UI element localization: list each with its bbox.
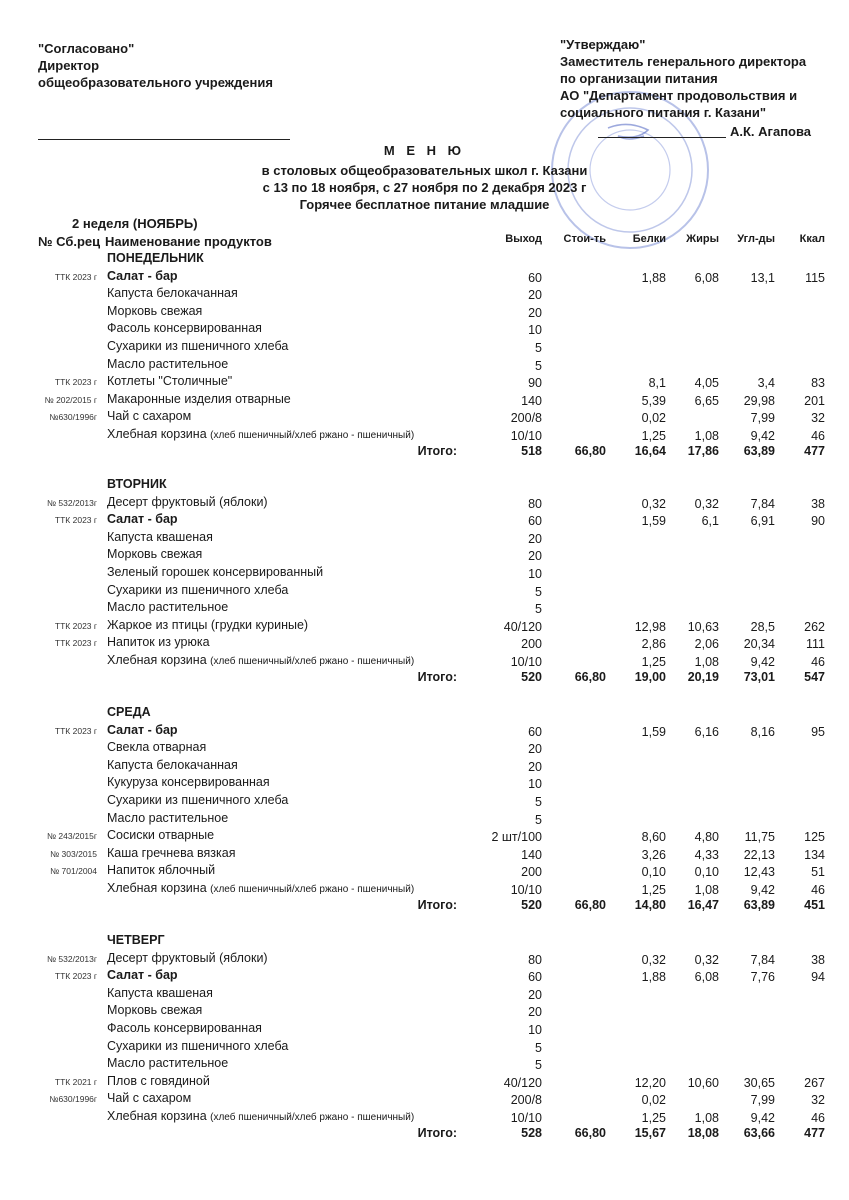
dish-yield: 60 <box>528 970 542 985</box>
dish-carbs: 13,1 <box>750 270 775 285</box>
dish-protein: 1,88 <box>641 270 666 285</box>
dish-protein: 0,02 <box>641 1093 666 1108</box>
menu-row <box>0 775 849 792</box>
dish-kcal: 262 <box>804 619 825 634</box>
dish-kcal: 46 <box>811 429 825 443</box>
dish-name: Морковь свежая <box>107 1003 203 1018</box>
total-carbs: 73,01 <box>743 669 775 684</box>
approval-right-line: Заместитель генерального директора <box>560 54 807 69</box>
total-cost: 66,80 <box>574 1125 606 1140</box>
col-bel: Белки <box>632 233 666 245</box>
recipe-ref: ТТК 2023 г <box>54 377 97 388</box>
dish-fat: 1,08 <box>694 1111 719 1125</box>
dish-name: Сосиски отварные <box>107 828 215 843</box>
dish-protein: 1,59 <box>641 724 666 739</box>
dish-name: Сухарики из пшеничного хлеба <box>107 1038 289 1053</box>
approval-right-line: АО "Департамент продовольствия и <box>560 88 798 103</box>
dish-yield: 20 <box>528 987 542 1002</box>
dish-kcal: 201 <box>804 393 825 408</box>
dish-name: Чай с сахаром <box>107 1091 192 1106</box>
col-kk: Ккал <box>799 233 825 245</box>
dish-yield: 80 <box>528 496 542 511</box>
dish-carbs: 30,65 <box>743 1075 775 1090</box>
total-protein: 15,67 <box>634 1125 666 1140</box>
menu-row <box>0 811 849 828</box>
signer-name: А.К. Агапова <box>730 124 812 139</box>
total-fat: 17,86 <box>687 443 719 458</box>
dish-carbs: 3,4 <box>757 376 775 391</box>
total-protein: 14,80 <box>634 897 666 912</box>
total-fat: 18,08 <box>687 1125 719 1140</box>
dish-carbs: 8,16 <box>750 724 775 739</box>
dish-kcal: 115 <box>805 270 825 285</box>
dish-kcal: 94 <box>811 970 825 985</box>
dish-name: Морковь свежая <box>107 303 203 318</box>
total-carbs: 63,89 <box>743 897 775 912</box>
basket-note: (хлеб пшеничный/хлеб ржано - пшеничный) <box>210 884 415 895</box>
col-name: Наименование продуктов <box>105 234 272 249</box>
total-yield: 528 <box>521 1125 542 1140</box>
dish-yield: 5 <box>535 1058 542 1073</box>
menu-row <box>0 1039 849 1056</box>
menu-row <box>0 339 849 356</box>
dish-kcal: 51 <box>811 865 825 880</box>
dish-name: Плов с говядиной <box>107 1073 210 1088</box>
recipe-ref: № 303/2015 <box>50 848 97 859</box>
menu-row <box>0 846 849 863</box>
dish-name: Хлебная корзина (хлеб пшеничный/хлеб ржано - пшеничный) <box>107 881 415 895</box>
basket-note: (хлеб пшеничный/хлеб ржано - пшеничный) <box>210 430 415 441</box>
total-label: Итого: <box>417 897 457 912</box>
day-name: ВТОРНИК <box>107 477 167 491</box>
col-ref: № Сб.рец <box>38 234 101 249</box>
dish-name: Фасоль консервированная <box>107 1021 262 1035</box>
dish-carbs: 7,76 <box>750 970 775 985</box>
recipe-ref: № 202/2015 г <box>44 394 97 405</box>
dish-yield: 5 <box>535 341 542 355</box>
dish-yield: 40/120 <box>503 1075 542 1090</box>
col-ugl: Угл-ды <box>737 233 775 245</box>
dish-kcal: 46 <box>811 883 825 897</box>
recipe-ref: ТТК 2023 г <box>54 620 97 631</box>
dish-carbs: 9,42 <box>750 1111 775 1125</box>
total-label: Итого: <box>417 669 457 684</box>
menu-row <box>0 968 849 985</box>
dish-kcal: 38 <box>811 952 825 967</box>
day-heading <box>0 705 849 722</box>
dish-yield: 20 <box>528 305 542 320</box>
total-yield: 520 <box>521 669 542 684</box>
menu-row <box>0 321 849 338</box>
day-heading <box>0 251 849 268</box>
dish-name: Котлеты "Столичные" <box>107 374 233 389</box>
menu-row <box>0 495 849 512</box>
total-cost: 66,80 <box>574 443 606 458</box>
dish-protein: 1,25 <box>641 655 666 669</box>
dish-name: Хлебная корзина (хлеб пшеничный/хлеб ржано - пшеничный) <box>107 427 415 441</box>
recipe-ref: ТТК 2023 г <box>54 638 97 649</box>
dish-name: Морковь свежая <box>107 547 203 562</box>
dish-fat: 1,08 <box>694 655 719 669</box>
recipe-ref: №630/1996г <box>49 1094 97 1105</box>
dish-carbs: 9,42 <box>750 655 775 669</box>
dish-name: Напиток из урюка <box>107 635 210 650</box>
total-fat: 20,19 <box>687 669 719 684</box>
dish-kcal: 32 <box>811 411 825 426</box>
dish-yield: 90 <box>528 376 542 391</box>
menu-row <box>0 392 849 409</box>
dish-name: Каша гречнева вязкая <box>107 845 236 860</box>
dish-protein: 0,32 <box>641 952 666 967</box>
day-heading <box>0 477 849 494</box>
dish-name: Салат - бар <box>107 968 178 983</box>
dish-kcal: 267 <box>804 1075 825 1090</box>
dish-kcal: 32 <box>811 1093 825 1108</box>
dish-protein: 1,88 <box>641 970 666 985</box>
menu-row <box>0 565 849 582</box>
total-protein: 16,64 <box>634 443 666 458</box>
dish-kcal: 90 <box>811 514 825 529</box>
dish-name: Сухарики из пшеничного хлеба <box>107 339 289 353</box>
signature-line-right <box>598 137 726 138</box>
recipe-ref: № 532/2013г <box>46 953 97 964</box>
approval-right-line: по организации питания <box>560 71 718 86</box>
dish-name: Зеленый горошек консервированный <box>107 565 324 579</box>
menu-row <box>0 1091 849 1108</box>
dish-protein: 1,25 <box>641 1111 666 1125</box>
dish-carbs: 7,84 <box>750 952 775 967</box>
menu-row <box>0 583 849 600</box>
dish-name: Масло растительное <box>107 356 229 371</box>
dish-yield: 5 <box>535 1040 542 1055</box>
dish-protein: 12,20 <box>634 1075 666 1090</box>
dish-kcal: 134 <box>804 847 825 862</box>
dish-carbs: 9,42 <box>750 429 775 443</box>
dish-name: Макаронные изделия отварные <box>107 391 291 406</box>
dish-kcal: 38 <box>811 496 825 511</box>
dish-yield: 5 <box>535 358 542 373</box>
dish-protein: 1,25 <box>641 429 666 443</box>
total-row <box>0 668 849 685</box>
dish-yield: 5 <box>535 584 542 599</box>
col-zhi: Жиры <box>686 233 719 245</box>
dish-yield: 10/10 <box>510 655 542 669</box>
total-label: Итого: <box>417 1125 457 1140</box>
approval-left-line: "Согласовано" <box>38 41 135 56</box>
dish-yield: 20 <box>528 742 542 757</box>
dish-fat: 6,08 <box>694 270 719 285</box>
approval-right-line: социального питания г. Казани" <box>560 105 767 120</box>
menu-row <box>0 600 849 617</box>
menu-row <box>0 758 849 775</box>
dish-carbs: 7,84 <box>750 496 775 511</box>
basket-note: (хлеб пшеничный/хлеб ржано - пшеничный) <box>210 1112 415 1123</box>
dish-fat: 6,08 <box>694 970 719 985</box>
dish-kcal: 95 <box>811 724 825 739</box>
total-cost: 66,80 <box>574 897 606 912</box>
dish-fat: 6,65 <box>694 393 719 408</box>
menu-row <box>0 304 849 321</box>
total-label: Итого: <box>417 443 457 458</box>
dish-name: Капуста квашеная <box>107 529 213 544</box>
dish-carbs: 11,75 <box>744 830 775 845</box>
dish-protein: 8,1 <box>648 376 666 391</box>
approval-left-line: общеобразовательного учреждения <box>38 75 273 90</box>
dish-name: Напиток яблочный <box>107 863 216 878</box>
dish-name: Капуста белокачанная <box>107 286 238 301</box>
menu-row <box>0 863 849 880</box>
total-carbs: 63,66 <box>743 1125 775 1140</box>
dish-yield: 10 <box>528 1023 542 1037</box>
dish-yield: 200 <box>521 865 542 880</box>
total-kcal: 477 <box>804 443 825 458</box>
dish-name: Жаркое из птицы (грудки куриные) <box>107 617 309 632</box>
dish-carbs: 6,91 <box>750 514 775 529</box>
title-line: с 13 по 18 ноября, с 27 ноября по 2 декабря 2023 г <box>262 180 587 195</box>
col-cost: Стои-ть <box>563 233 606 245</box>
dish-name: Хлебная корзина (хлеб пшеничный/хлеб ржано - пшеничный) <box>107 1109 415 1123</box>
dish-yield: 200/8 <box>510 411 542 426</box>
dish-yield: 80 <box>528 952 542 967</box>
title-line: Горячее бесплатное питание младшие <box>299 197 550 212</box>
dish-fat: 2,06 <box>694 637 719 652</box>
menu-row <box>0 828 849 845</box>
dish-protein: 3,26 <box>641 847 666 862</box>
dish-fat: 6,1 <box>701 514 719 529</box>
menu-row <box>0 1003 849 1020</box>
dish-name: Свекла отварная <box>107 740 207 755</box>
dish-name: Десерт фруктовый (яблоки) <box>107 950 268 965</box>
total-fat: 16,47 <box>687 897 719 912</box>
signature-line-left <box>38 139 290 140</box>
dish-yield: 10 <box>528 323 542 338</box>
dish-name: Капуста белокачанная <box>107 757 238 772</box>
day-name: ЧЕТВЕРГ <box>107 933 165 947</box>
dish-name: Салат - бар <box>107 268 178 283</box>
dish-carbs: 7,99 <box>750 1093 775 1108</box>
menu-row <box>0 1021 849 1038</box>
dish-carbs: 22,13 <box>743 847 775 862</box>
col-out: Выход <box>505 233 542 245</box>
total-protein: 19,00 <box>634 669 666 684</box>
menu-row <box>0 951 849 968</box>
menu-row <box>0 986 849 1003</box>
dish-protein: 12,98 <box>634 619 666 634</box>
dish-yield: 2 шт/100 <box>491 830 542 845</box>
dish-fat: 10,63 <box>687 619 719 634</box>
dish-yield: 5 <box>535 795 542 809</box>
dish-fat: 4,80 <box>694 830 719 845</box>
day-heading <box>0 933 849 950</box>
dish-kcal: 46 <box>811 1111 825 1125</box>
dish-fat: 4,33 <box>694 847 719 862</box>
total-row <box>0 896 849 913</box>
dish-yield: 20 <box>528 549 542 564</box>
dish-protein: 1,59 <box>641 514 666 529</box>
approval-left-line: Директор <box>38 58 100 73</box>
dish-yield: 60 <box>528 724 542 739</box>
dish-yield: 20 <box>528 531 542 546</box>
dish-protein: 2,86 <box>641 637 666 652</box>
dish-fat: 0,32 <box>694 952 719 967</box>
dish-kcal: 125 <box>804 830 825 845</box>
week-label: 2 неделя (НОЯБРЬ) <box>72 216 198 231</box>
dish-yield: 140 <box>521 393 542 408</box>
dish-yield: 5 <box>535 812 542 827</box>
basket-note: (хлеб пшеничный/хлеб ржано - пшеничный) <box>210 656 415 667</box>
menu-row <box>0 723 849 740</box>
dish-yield: 60 <box>528 270 542 285</box>
dish-yield: 20 <box>528 288 542 303</box>
dish-kcal: 46 <box>811 655 825 669</box>
dish-yield: 40/120 <box>503 619 542 634</box>
day-name: ПОНЕДЕЛЬНИК <box>107 251 204 265</box>
title-line: в столовых общеобразовательных школ г. Казани <box>261 163 588 178</box>
dish-name: Масло растительное <box>107 810 229 825</box>
dish-name: Капуста квашеная <box>107 985 213 1000</box>
recipe-ref: ТТК 2023 г <box>54 515 97 526</box>
dish-name: Кукуруза консервированная <box>107 775 270 790</box>
dish-yield: 10/10 <box>510 1111 542 1125</box>
dish-carbs: 12,43 <box>743 865 775 880</box>
dish-yield: 140 <box>521 847 542 862</box>
total-kcal: 477 <box>804 1125 825 1140</box>
total-kcal: 451 <box>804 897 825 912</box>
dish-name: Масло растительное <box>107 1056 229 1071</box>
dish-yield: 10 <box>528 777 542 792</box>
recipe-ref: ТТК 2023 г <box>54 271 97 282</box>
dish-name: Чай с сахаром <box>107 409 192 424</box>
dish-name: Салат - бар <box>107 722 178 737</box>
menu-row <box>0 530 849 547</box>
menu-row <box>0 286 849 303</box>
dish-name: Сухарики из пшеничного хлеба <box>107 793 289 807</box>
dish-carbs: 28,5 <box>750 619 775 634</box>
dish-name: Фасоль консервированная <box>107 321 262 336</box>
menu-row <box>0 374 849 391</box>
recipe-ref: ТТК 2023 г <box>54 971 97 982</box>
total-yield: 518 <box>521 443 542 458</box>
dish-yield: 60 <box>528 514 542 529</box>
dish-protein: 0,02 <box>641 411 666 426</box>
dish-name: Сухарики из пшеничного хлеба <box>107 582 289 597</box>
dish-carbs: 29,98 <box>743 393 775 408</box>
dish-yield: 10/10 <box>510 429 542 443</box>
dish-carbs: 7,99 <box>750 411 775 426</box>
menu-row <box>0 793 849 810</box>
dish-yield: 10/10 <box>510 883 542 897</box>
menu-row <box>0 1056 849 1073</box>
menu-title: М Е Н Ю <box>383 143 466 158</box>
menu-row <box>0 635 849 652</box>
menu-row <box>0 357 849 374</box>
dish-yield: 200/8 <box>510 1093 542 1108</box>
menu-row <box>0 409 849 426</box>
dish-kcal: 111 <box>805 637 825 652</box>
dish-fat: 1,08 <box>694 429 719 443</box>
recipe-ref: ТТК 2021 г <box>54 1076 97 1087</box>
dish-yield: 5 <box>535 602 542 617</box>
dish-yield: 200 <box>521 637 542 652</box>
recipe-ref: ТТК 2023 г <box>54 725 97 736</box>
dish-fat: 1,08 <box>694 883 719 897</box>
total-yield: 520 <box>521 897 542 912</box>
dish-name: Салат - бар <box>107 512 178 527</box>
dish-fat: 4,05 <box>694 376 719 391</box>
day-name: СРЕДА <box>107 705 151 719</box>
recipe-ref: № 701/2004 <box>50 866 97 877</box>
menu-row <box>0 512 849 529</box>
dish-protein: 0,32 <box>641 496 666 511</box>
approval-left <box>38 40 273 91</box>
dish-yield: 10 <box>528 567 542 581</box>
dish-name: Десерт фруктовый (яблоки) <box>107 494 268 509</box>
approval-right <box>560 36 806 121</box>
approval-right-line: "Утверждаю" <box>560 37 646 52</box>
menu-row <box>0 1074 849 1091</box>
dish-fat: 0,10 <box>694 865 719 880</box>
dish-protein: 1,25 <box>641 883 666 897</box>
dish-fat: 10,60 <box>687 1075 719 1090</box>
dish-yield: 20 <box>528 759 542 774</box>
menu-row <box>0 547 849 564</box>
menu-row <box>0 740 849 757</box>
dish-carbs: 9,42 <box>750 883 775 897</box>
recipe-ref: №630/1996г <box>49 412 97 423</box>
dish-name: Масло растительное <box>107 600 229 615</box>
dish-carbs: 20,34 <box>743 637 775 652</box>
dish-yield: 20 <box>528 1005 542 1020</box>
total-row <box>0 442 849 459</box>
dish-protein: 8,60 <box>641 830 666 845</box>
total-row <box>0 1124 849 1141</box>
dish-fat: 0,32 <box>694 496 719 511</box>
total-carbs: 63,89 <box>743 443 775 458</box>
recipe-ref: № 243/2015г <box>46 831 97 842</box>
menu-row <box>0 618 849 635</box>
dish-kcal: 83 <box>811 376 825 391</box>
dish-name: Хлебная корзина (хлеб пшеничный/хлеб ржано - пшеничный) <box>107 653 415 667</box>
recipe-ref: № 532/2013г <box>46 497 97 508</box>
menu-row <box>0 269 849 286</box>
total-kcal: 547 <box>804 669 825 684</box>
dish-protein: 5,39 <box>641 393 666 408</box>
dish-fat: 6,16 <box>694 724 719 739</box>
dish-protein: 0,10 <box>641 865 666 880</box>
total-cost: 66,80 <box>574 669 606 684</box>
